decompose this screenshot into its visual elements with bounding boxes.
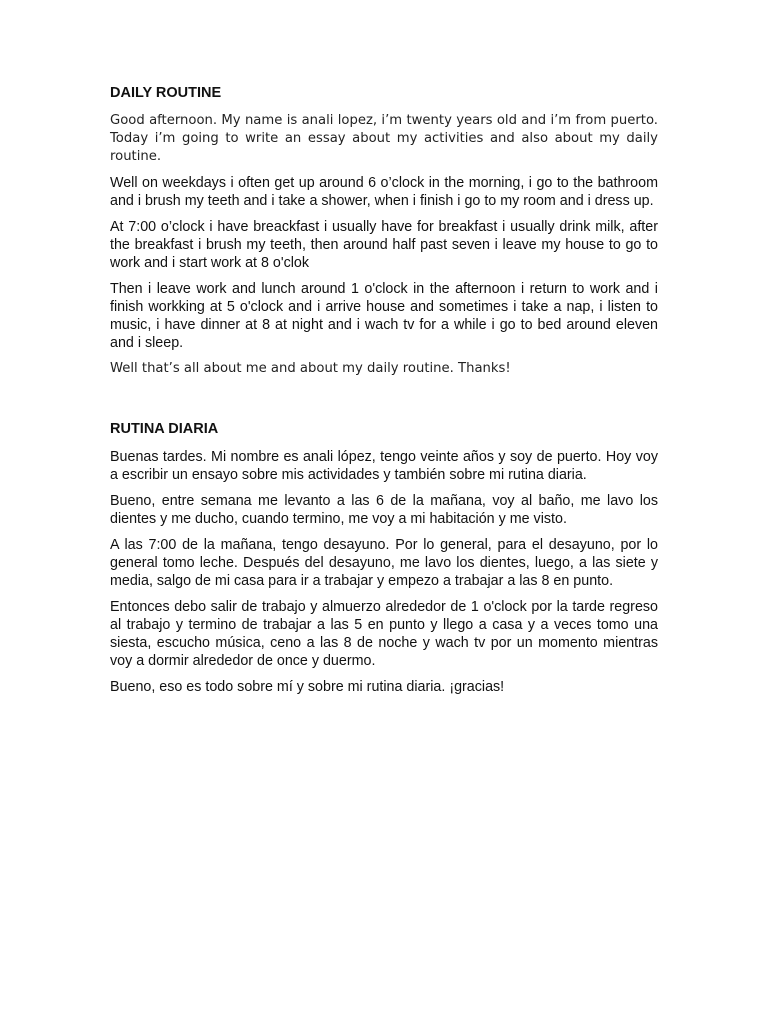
spanish-paragraph-closing: Bueno, eso es todo sobre mí y sobre mi rutina diaria. ¡gracias!	[110, 679, 505, 695]
spanish-paragraph-breakfast: A las 7:00 de la mañana, tengo desayuno. Por lo general, para el desayuno, por lo general tomo leche. Después del desayuno, me lavo los dientes, luego, a las siete y media, salgo de mi casa para ir a trabajar y empezo a trabajar a las 8 en punto.	[110, 537, 658, 589]
english-paragraph-breakfast: At 7:00 o’clock i have breackfast i usually have for breakfast i usually drink milk, after the breakfast i brush my teeth, then around half past seven i leave my house to go to work and i start work at 8 o'clok	[110, 219, 658, 271]
spanish-heading: RUTINA DIARIA	[110, 421, 219, 437]
spanish-paragraph-morning: Bueno, entre semana me levanto a las 6 de la mañana, voy al baño, me lavo los dientes y me ducho, cuando termino, me voy a mi habitación y me visto.	[110, 493, 658, 527]
english-paragraph-closing: Well that’s all about me and about my daily routine. Thanks!	[110, 361, 511, 376]
spanish-paragraph-afternoon: Entonces debo salir de trabajo y almuerzo alrededor de 1 o'clock por la tarde regreso al trabajo y termino de trabajar a las 5 en punto y llego a casa y a veces tomo una siesta, escucho música, ceno a las 8 de noche y wach tv por un momento mientras voy a dormir alrededor de once y duermo.	[110, 599, 658, 669]
english-paragraph-morning: Well on weekdays i often get up around 6 o’clock in the morning, i go to the bathroom and i brush my teeth and i take a shower, when i finish i go to my room and i dress up.	[110, 175, 658, 209]
document-page	[110, 84, 658, 696]
english-paragraph-afternoon: Then i leave work and lunch around 1 o'clock in the afternoon i return to work and i finish workking at 5 o'clock and i arrive house and sometimes i take a nap, i listen to music, i have dinner at 8 at night and i wach tv for a while i go to bed around eleven and i sleep.	[110, 281, 658, 351]
english-paragraph-intro: Good afternoon. My name is anali lopez, i’m twenty years old and i’m from puerto. Today i’m going to write an essay about my activities and also about my daily routine.	[110, 113, 658, 164]
english-heading: DAILY ROUTINE	[110, 85, 222, 101]
spanish-paragraph-intro: Buenas tardes. Mi nombre es anali lópez, tengo veinte años y soy de puerto. Hoy voy a escribir un ensayo sobre mis actividades y también sobre mi rutina diaria.	[110, 449, 658, 483]
